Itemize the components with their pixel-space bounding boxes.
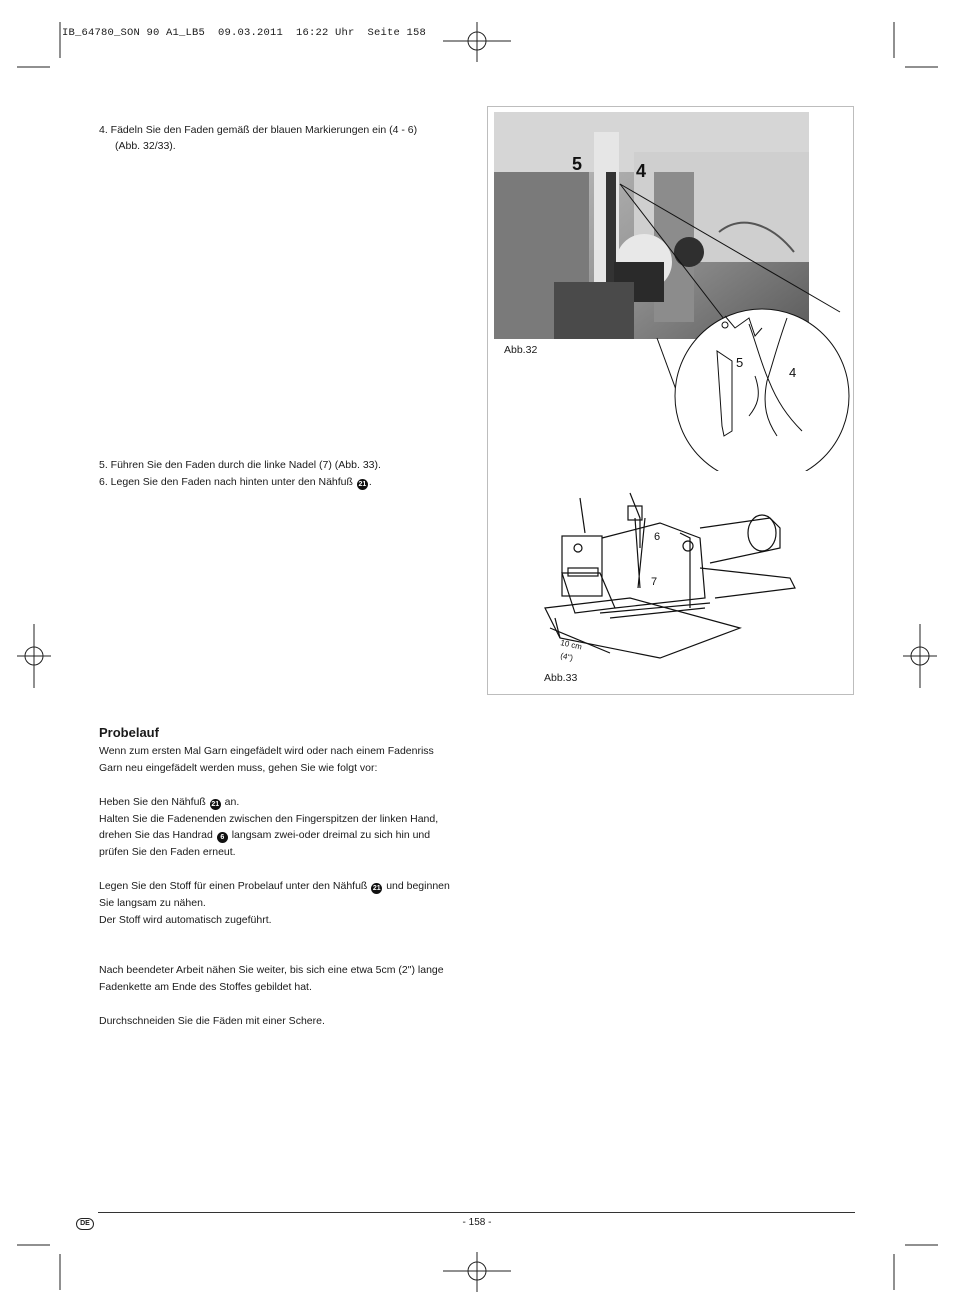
figure-32-label-5: 5 [572,154,583,174]
section-para-4-line-1 [99,878,450,895]
section-para-3-line-1: Halten Sie die Fadenenden zwischen den Fingerspitzen der linken Hand, [99,813,439,825]
section-para-1-line-2: Garn neu eingefädelt werden muss, gehen Sie wie folgt vor: [99,762,378,774]
para-4-text-b: und beginnen [386,880,450,892]
para-2-text-b: an. [224,796,240,808]
figure-33-measure-in: (4") [559,651,574,663]
figure-33-label-6: 6 [654,531,661,543]
step-5-text: 5. Führen Sie den Faden durch die linke Nadel (7) (Abb. 33). [99,459,381,471]
section-para-5-line-2: Fadenkette am Ende des Stoffes gebildet hat. [99,981,312,993]
footer-rule [98,1212,855,1213]
figure-32-zoom-label-5: 5 [736,355,744,370]
para-3-text-b: langsam zwei-oder dreimal zu sich hin und [231,829,431,841]
part-ref-21-icon: 21 [372,885,381,892]
section-para-1-line-1: Wenn zum ersten Mal Garn eingefädelt wird oder nach einem Fadenriss [99,745,434,757]
section-para-6: Durchschneiden Sie die Fäden mit einer Schere. [99,1015,325,1027]
print-slug: IB_64780_SON 90 A1_LB5 09.03.2011 16:22 Uhr Seite 158 [62,27,427,39]
figure-33-drawing [540,478,800,668]
section-para-3-line-2 [99,827,430,844]
section-para-2 [99,794,239,811]
step-6-text [99,474,372,491]
language-badge: DE [76,1218,94,1230]
step-4-text: 4. Fädeln Sie den Faden gemäß der blauen Markierungen ein (4 - 6) [99,124,418,136]
page-number: - 158 - [462,1217,492,1228]
step-4-text-cont: (Abb. 32/33). [115,140,176,152]
part-ref-21-icon: 21 [358,481,367,488]
para-4-text-a: Legen Sie den Stoff für einen Probelauf unter den Nähfuß [99,880,368,892]
section-para-4-line-2: Sie langsam zu nähen. [99,897,206,909]
part-ref-21-icon: 21 [211,801,220,808]
figure-32-zoom-label-4: 4 [789,365,797,380]
section-title: Probelauf [99,725,159,740]
figure-33-caption: Abb.33 [544,672,578,684]
step-6-end: . [368,476,372,488]
figure-33-label-7: 7 [651,576,658,588]
part-ref-6-icon: 6 [217,832,228,843]
section-para-3-line-3: prüfen Sie den Faden erneut. [99,846,236,858]
figure-33-measure-cm: 10 cm [559,638,583,652]
figure-32-zoom [487,106,854,471]
section-para-4-line-3: Der Stoff wird automatisch zugeführt. [99,914,272,926]
figure-32-label-4: 4 [636,161,647,181]
step-6-label: 6. Legen Sie den Faden nach hinten unter den Nähfuß [99,476,353,488]
figure-32-caption: Abb.32 [504,344,538,356]
para-2-text-a: Heben Sie den Nähfuß [99,796,206,808]
para-3-text-a: drehen Sie das Handrad [99,829,213,841]
section-para-5-line-1: Nach beendeter Arbeit nähen Sie weiter, bis sich eine etwa 5cm (2") lange [99,964,444,976]
